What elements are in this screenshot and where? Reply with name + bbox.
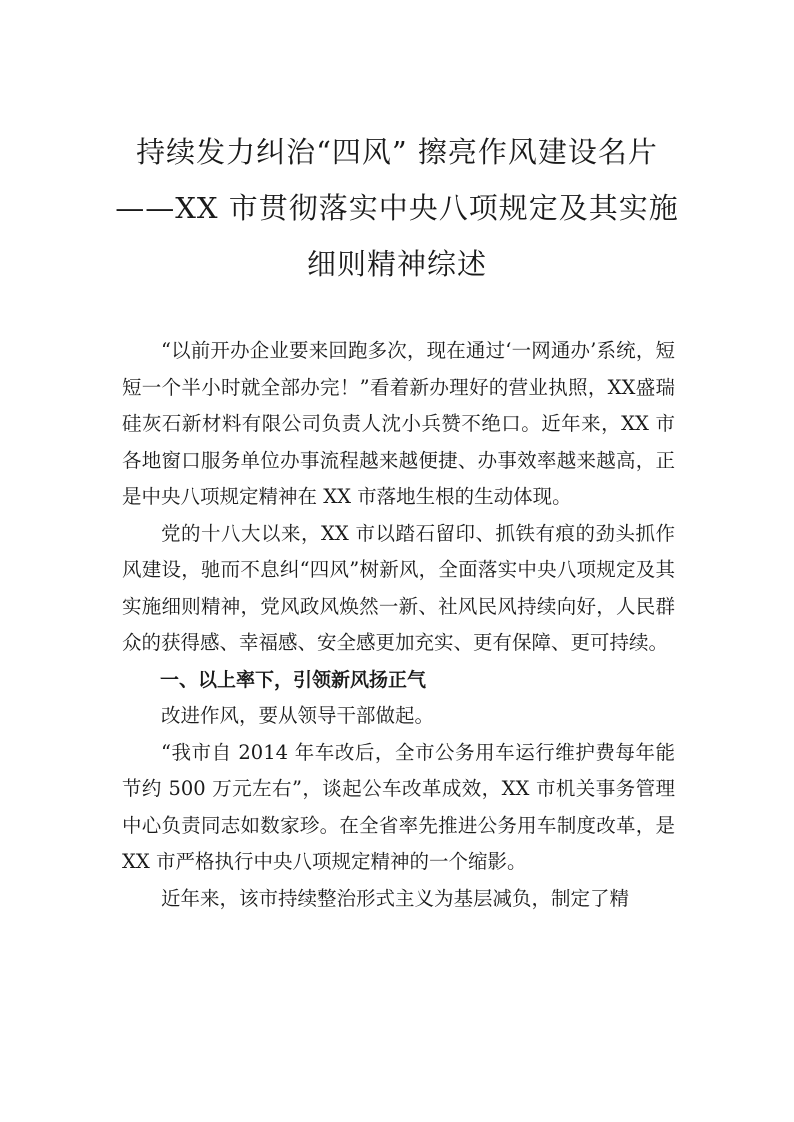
- document-title: [110, 124, 684, 292]
- document-body: [122, 333, 675, 917]
- title-line-1: 持续发力纠治“四风” 擦亮作风建设名片: [136, 135, 658, 169]
- title-line-3: 细则精神综述: [306, 247, 487, 281]
- paragraph-intro: “以前开办企业要来回跑多次，现在通过‘一网通办’系统，短短一个半小时就全部办完！”看着新办理好的营业执照，XX盛瑞硅灰石新材料有限公司负责人沈小兵赞不绝口。近年来，XX 市各地窗口服务单位办事流程越来越便捷、办事效率越来越高，正是中央八项规定精神在 XX 市落地生根的生动体现。: [122, 339, 675, 508]
- paragraph-section1-burden: 近年来，该市持续整治形式主义为基层减负，制定了精: [161, 886, 630, 910]
- paragraph-overview: 党的十八大以来，XX 市以踏石留印、抓铁有痕的劲头抓作风建设，驰而不息纠“四风”树新风，全面落实中央八项规定及其实施细则精神，党风政风焕然一新、社风民风持续向好，人民群众的获得感、幸福感、安全感更加充实、更有保障、更可持续。: [122, 521, 675, 654]
- paragraph-section1-lead: 改进作风，要从领导干部做起。: [161, 704, 435, 727]
- title-line-2: ——XX 市贯彻落实中央八项规定及其实施: [115, 191, 679, 225]
- paragraph-section1-car-reform: “我市自 2014 年车改后，全市公务用车运行维护费每年能节约 500 万元左右”，谈起公车改革成效，XX 市机关事务管理中心负责同志如数家珍。在全省率先推进公务用车制度改革，是XX 市严格执行中央八项规定精神的一个缩影。: [122, 740, 675, 873]
- section-heading-1: 一、以上率下，引领新风扬正气: [160, 668, 427, 691]
